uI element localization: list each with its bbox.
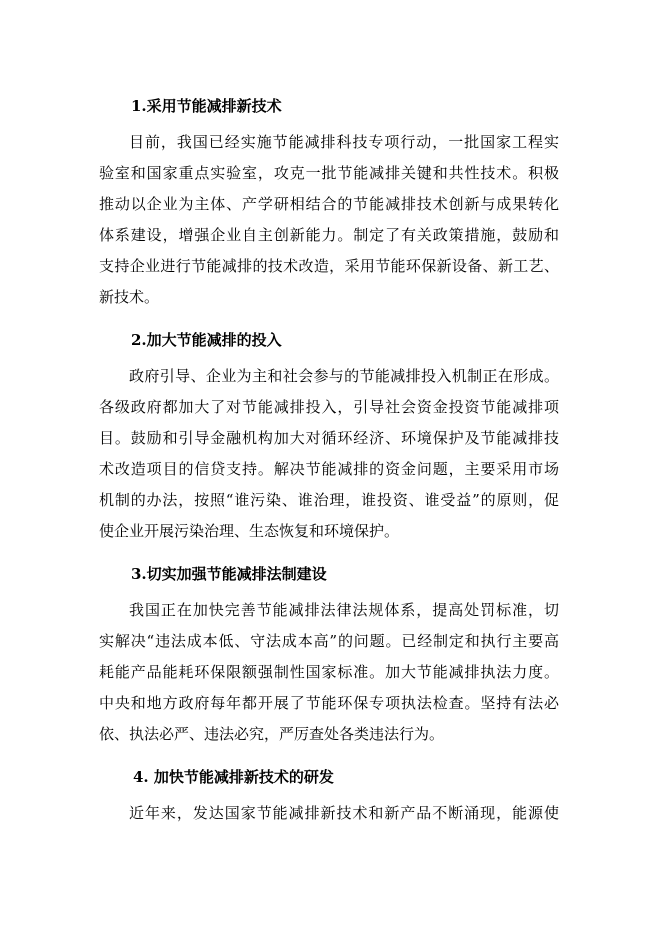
paragraph-line: 新技术。 bbox=[99, 288, 160, 306]
paragraph-line: 推动以企业为主体、产学研相结合的节能减排技术创新与成果转化 bbox=[99, 195, 559, 213]
section-heading-4: 4. 加快节能减排新技术的研发 bbox=[133, 768, 334, 786]
paragraph-line: 依、执法必严、违法必究，严厉查处各类违法行为。 bbox=[99, 725, 445, 743]
paragraph-line: 目。鼓励和引导金融机构加大对循环经济、环境保护及节能减排技 bbox=[99, 429, 559, 447]
section-heading-2: 2.加大节能减排的投入 bbox=[131, 331, 282, 349]
paragraph-line: 中央和地方政府每年都开展了节能环保专项执法检查。坚持有法必 bbox=[99, 694, 559, 712]
paragraph-line: 近年来，发达国家节能减排新技术和新产品不断涌现，能源使 bbox=[129, 804, 559, 822]
paragraph-line: 验室和国家重点实验室，攻克一批节能减排关键和共性技术。积极 bbox=[99, 164, 559, 182]
section-paragraph-1 bbox=[99, 127, 559, 313]
paragraph-line: 机制的办法，按照“谁污染、谁治理，谁投资、谁受益”的原则，促 bbox=[99, 491, 559, 509]
section-heading-3: 3.切实加强节能减排法制建设 bbox=[131, 565, 327, 583]
paragraph-line: 我国正在加快完善节能减排法律法规体系，提高处罚标准，切 bbox=[129, 601, 559, 619]
paragraph-line: 政府引导、企业为主和社会参与的节能减排投入机制正在形成。 bbox=[129, 367, 559, 385]
paragraph-line: 实解决“违法成本低、守法成本高”的问题。已经制定和执行主要高 bbox=[99, 632, 559, 650]
paragraph-line: 耗能产品能耗环保限额强制性国家标准。加大节能减排执法力度。 bbox=[99, 663, 559, 681]
paragraph-line: 使企业开展污染治理、生态恢复和环境保护。 bbox=[99, 522, 400, 540]
paragraph-line: 体系建设，增强企业自主创新能力。制定了有关政策措施，鼓励和 bbox=[99, 226, 559, 244]
section-heading-1: 1.采用节能减排新技术 bbox=[131, 97, 282, 115]
paragraph-line: 术改造项目的信贷支持。解决节能减排的资金问题，主要采用市场 bbox=[99, 460, 559, 478]
section-paragraph-2 bbox=[99, 361, 559, 547]
section-paragraph-3 bbox=[99, 595, 559, 750]
paragraph-line: 各级政府都加大了对节能减排投入，引导社会资金投资节能减排项 bbox=[99, 398, 559, 416]
section-paragraph-4 bbox=[99, 798, 559, 829]
paragraph-line: 支持企业进行节能减排的技术改造，采用节能环保新设备、新工艺、 bbox=[99, 257, 559, 275]
paragraph-line: 目前，我国已经实施节能减排科技专项行动，一批国家工程实 bbox=[129, 133, 559, 151]
